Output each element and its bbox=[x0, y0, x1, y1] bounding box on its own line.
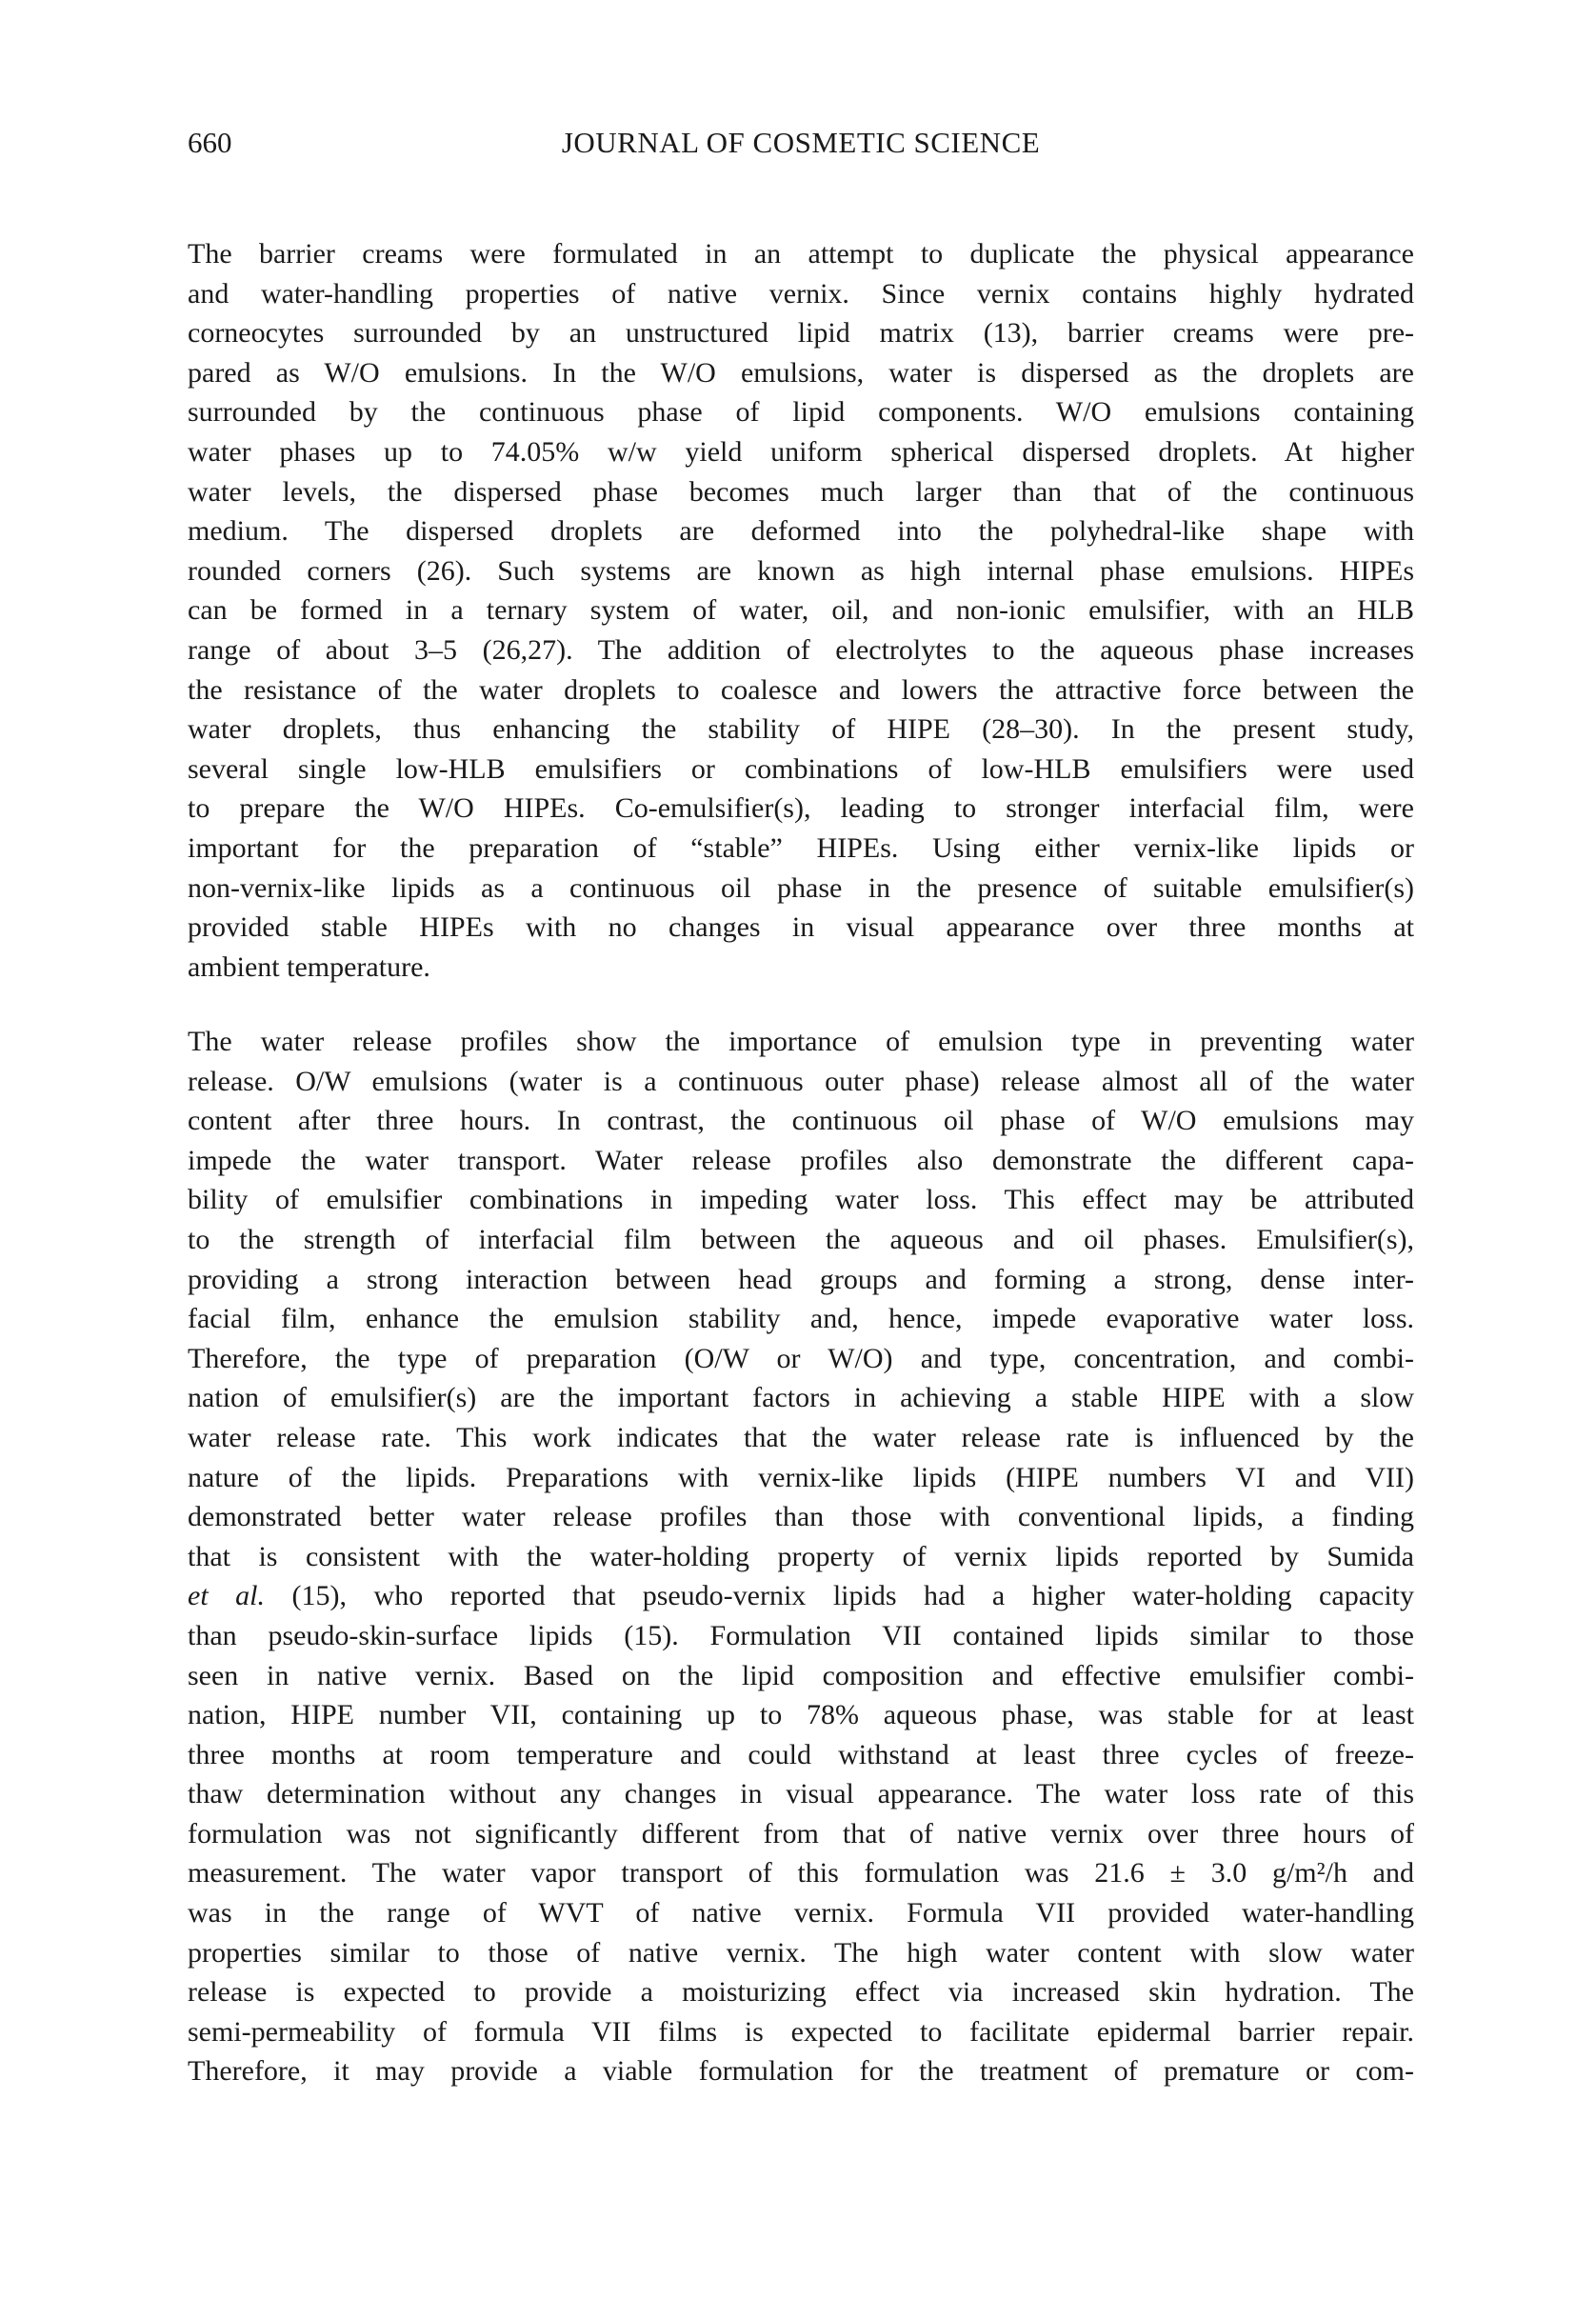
text-line: to the strength of interfacial film between the aqueous and oil phases. Emulsifier(s), bbox=[188, 1223, 1414, 1255]
text-line: The water release profiles show the importance of emulsion type in preventing water bbox=[188, 1026, 1414, 1057]
text-line: the resistance of the water droplets to coalesce and lowers the attractive force between the bbox=[188, 673, 1414, 706]
text-line: Therefore, the type of preparation (O/W or W/O) and type, concentration, and combi- bbox=[188, 1342, 1414, 1374]
text-line: range of about 3–5 (26,27). The addition of electrolytes to the aqueous phase increases bbox=[188, 633, 1414, 666]
body-paragraph-2 bbox=[188, 1022, 1414, 2091]
text-line: bility of emulsifier combinations in impeding water loss. This effect may be attributed bbox=[188, 1184, 1414, 1216]
text-line: three months at room temperature and could withstand at least three cycles of freeze- bbox=[188, 1738, 1414, 1770]
text-line: facial film, enhance the emulsion stability and, hence, impede evaporative water loss. bbox=[188, 1303, 1414, 1335]
text-line: can be formed in a ternary system of water, oil, and non-ionic emulsifier, with an HLB bbox=[188, 594, 1414, 627]
text-line: nature of the lipids. Preparations with vernix-like lipids (HIPE numbers VI and VII) bbox=[188, 1461, 1414, 1493]
text-line: impede the water transport. Water release profiles also demonstrate the different capa- bbox=[188, 1144, 1414, 1176]
text-line: rounded corners (26). Such systems are known as high internal phase emulsions. HIPEs bbox=[188, 554, 1414, 587]
text-line: pared as W/O emulsions. In the W/O emulsions, water is dispersed as the droplets are bbox=[188, 356, 1414, 389]
text-line: to prepare the W/O HIPEs. Co-emulsifier(s), leading to stronger interfacial film, were bbox=[188, 792, 1414, 825]
journal-title: JOURNAL OF COSMETIC SCIENCE bbox=[561, 126, 1041, 159]
text-line: demonstrated better water release profiles than those with conventional lipids, a finding bbox=[188, 1501, 1414, 1533]
text-line: was in the range of WVT of native vernix. Formula VII provided water-handling bbox=[188, 1897, 1414, 1929]
text-line: Therefore, it may provide a viable formulation for the treatment of premature or com- bbox=[188, 2055, 1414, 2088]
text-line: nation of emulsifier(s) are the important factors in achieving a stable HIPE with a slow bbox=[188, 1382, 1414, 1414]
text-line: thaw determination without any changes in visual appearance. The water loss rate of this bbox=[188, 1778, 1414, 1810]
text-line: measurement. The water vapor transport of this formulation was 21.6 ± 3.0 g/m²/h and bbox=[188, 1857, 1414, 1889]
text-line: ambient temperature. bbox=[188, 950, 430, 983]
text-line: properties similar to those of native vernix. The high water content with slow water bbox=[188, 1936, 1414, 1969]
text-line: non-vernix-like lipids as a continuous oil phase in the presence of suitable emulsifier(s) bbox=[188, 871, 1414, 904]
text-line: semi-permeability of formula VII films is expected to facilitate epidermal barrier repair. bbox=[188, 2015, 1414, 2048]
page-number: 660 bbox=[188, 126, 232, 159]
text-line bbox=[188, 1576, 1414, 1616]
text-line: release is expected to provide a moisturizing effect via increased skin hydration. The bbox=[188, 1976, 1414, 2009]
text-line: water release rate. This work indicates that the water release rate is influenced by the bbox=[188, 1421, 1414, 1453]
text-line: important for the preparation of “stable” HIPEs. Using either vernix-like lipids or bbox=[188, 831, 1414, 864]
body-paragraph-1 bbox=[188, 234, 1414, 987]
text-line: seen in native vernix. Based on the lipid composition and effective emulsifier combi- bbox=[188, 1659, 1414, 1691]
text-line: than pseudo-skin-surface lipids (15). Formulation VII contained lipids similar to those bbox=[188, 1619, 1414, 1651]
text-line: that is consistent with the water-holding property of vernix lipids reported by Sumida bbox=[188, 1540, 1414, 1572]
text-line: The barrier creams were formulated in an attempt to duplicate the physical appearance bbox=[188, 238, 1414, 270]
italic-citation: et al. bbox=[188, 1580, 266, 1612]
text-line: providing a strong interaction between head groups and forming a strong, dense inter- bbox=[188, 1263, 1414, 1295]
text-line: formulation was not significantly different from that of native vernix over three hours of bbox=[188, 1817, 1414, 1849]
text-line: corneocytes surrounded by an unstructured lipid matrix (13), barrier creams were pre- bbox=[188, 317, 1414, 350]
text-line-content: (15), who reported that pseudo-vernix lipids had a higher water-holding capacity bbox=[265, 1580, 1414, 1612]
text-line: medium. The dispersed droplets are deformed into the polyhedral-like shape with bbox=[188, 515, 1414, 548]
text-line: several single low-HLB emulsifiers or combinations of low-HLB emulsifiers were used bbox=[188, 752, 1414, 785]
text-line: release. O/W emulsions (water is a continuous outer phase) release almost all of the water bbox=[188, 1065, 1414, 1097]
running-header bbox=[188, 122, 1414, 164]
text-line: nation, HIPE number VII, containing up to 78% aqueous phase, was stable for at least bbox=[188, 1699, 1414, 1731]
text-line: surrounded by the continuous phase of lipid components. W/O emulsions containing bbox=[188, 396, 1414, 429]
text-line: and water-handling properties of native vernix. Since vernix contains highly hydrated bbox=[188, 277, 1414, 310]
text-line: water levels, the dispersed phase becomes much larger than that of the continuous bbox=[188, 475, 1414, 508]
text-line: provided stable HIPEs with no changes in visual appearance over three months at bbox=[188, 911, 1414, 944]
text-line: water phases up to 74.05% w/w yield uniform spherical dispersed droplets. At higher bbox=[188, 435, 1414, 468]
text-line: content after three hours. In contrast, the continuous oil phase of W/O emulsions may bbox=[188, 1105, 1414, 1137]
text-line: water droplets, thus enhancing the stability of HIPE (28–30). In the present study, bbox=[188, 713, 1414, 746]
